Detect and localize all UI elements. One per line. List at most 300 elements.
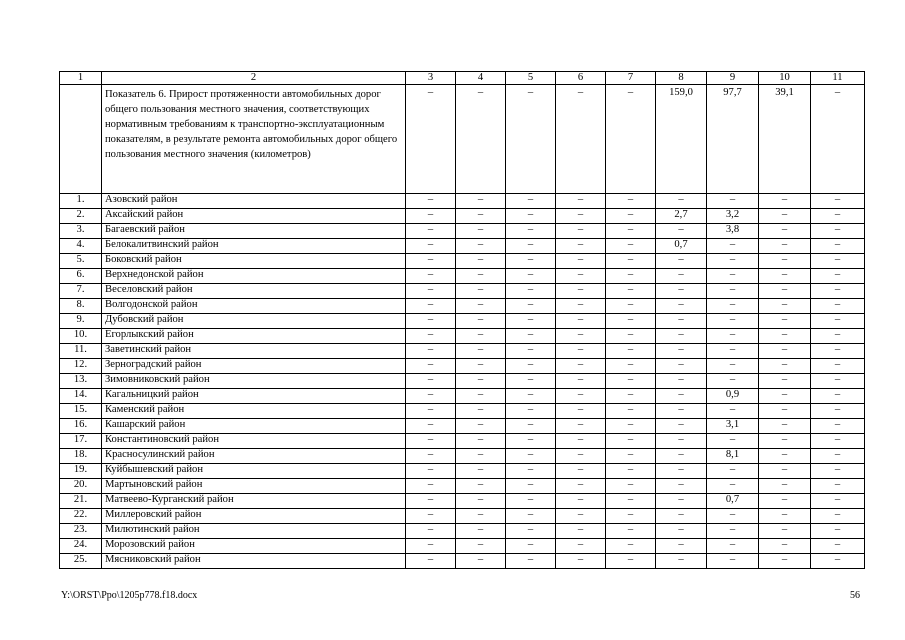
value-cell: – bbox=[506, 449, 556, 464]
value-cell: – bbox=[556, 449, 606, 464]
value-cell: – bbox=[656, 449, 707, 464]
value-cell: – bbox=[406, 269, 456, 284]
row-number: 14. bbox=[60, 389, 102, 404]
district-name: Белокалитвинский район bbox=[102, 239, 406, 254]
value-cell: – bbox=[406, 329, 456, 344]
value-cell: 3,8 bbox=[707, 224, 759, 239]
value-cell: – bbox=[811, 479, 865, 494]
value-cell: – bbox=[456, 209, 506, 224]
value-cell: – bbox=[759, 434, 811, 449]
value-cell: – bbox=[656, 314, 707, 329]
value-cell: – bbox=[811, 239, 865, 254]
value-cell: – bbox=[656, 329, 707, 344]
row-number: 4. bbox=[60, 239, 102, 254]
value-cell: – bbox=[406, 359, 456, 374]
value-cell: – bbox=[406, 404, 456, 419]
value-cell: – bbox=[707, 404, 759, 419]
value-cell: – bbox=[811, 329, 865, 344]
district-name: Заветинский район bbox=[102, 344, 406, 359]
value-cell: – bbox=[506, 539, 556, 554]
table-row bbox=[60, 344, 865, 359]
value-cell: – bbox=[656, 374, 707, 389]
district-name: Аксайский район bbox=[102, 209, 406, 224]
value-cell: – bbox=[811, 554, 865, 569]
value-cell: – bbox=[556, 494, 606, 509]
row-number: 1. bbox=[60, 194, 102, 209]
table-row bbox=[60, 419, 865, 434]
value-cell: – bbox=[656, 254, 707, 269]
value-cell: – bbox=[759, 509, 811, 524]
table-row bbox=[60, 389, 865, 404]
table-row bbox=[60, 404, 865, 419]
value-cell: – bbox=[506, 269, 556, 284]
table-row bbox=[60, 494, 865, 509]
indicator-row bbox=[60, 85, 865, 194]
value-cell: – bbox=[707, 539, 759, 554]
header-cell: 3 bbox=[406, 72, 456, 85]
value-cell: – bbox=[456, 359, 506, 374]
value-cell: – bbox=[606, 329, 656, 344]
value-cell: – bbox=[606, 554, 656, 569]
value-cell: – bbox=[406, 374, 456, 389]
indicator-value: – bbox=[606, 85, 656, 194]
district-name: Миллеровский район bbox=[102, 509, 406, 524]
value-cell: – bbox=[556, 524, 606, 539]
value-cell: – bbox=[456, 404, 506, 419]
value-cell: – bbox=[707, 299, 759, 314]
value-cell: – bbox=[759, 284, 811, 299]
district-name: Егорлыкский район bbox=[102, 329, 406, 344]
footer-file-path: Y:\ORST\Ppo\1205p778.f18.docx bbox=[61, 590, 198, 601]
row-number: 20. bbox=[60, 479, 102, 494]
value-cell: – bbox=[811, 419, 865, 434]
value-cell: – bbox=[656, 284, 707, 299]
value-cell: – bbox=[556, 224, 606, 239]
table-row bbox=[60, 359, 865, 374]
district-name: Мясниковский район bbox=[102, 554, 406, 569]
value-cell: – bbox=[811, 404, 865, 419]
value-cell: – bbox=[759, 269, 811, 284]
value-cell: – bbox=[656, 479, 707, 494]
header-cell: 1 bbox=[60, 72, 102, 85]
value-cell: – bbox=[707, 374, 759, 389]
value-cell: – bbox=[811, 194, 865, 209]
value-cell: 3,1 bbox=[707, 419, 759, 434]
value-cell: – bbox=[759, 209, 811, 224]
value-cell: – bbox=[406, 254, 456, 269]
value-cell: – bbox=[759, 194, 811, 209]
value-cell: – bbox=[456, 434, 506, 449]
value-cell: – bbox=[406, 509, 456, 524]
table-row bbox=[60, 449, 865, 464]
table-row bbox=[60, 254, 865, 269]
footer-page-number: 56 bbox=[850, 590, 860, 601]
table-body bbox=[60, 72, 865, 569]
indicator-value: – bbox=[456, 85, 506, 194]
district-name: Волгодонской район bbox=[102, 299, 406, 314]
value-cell: – bbox=[506, 194, 556, 209]
value-cell: – bbox=[556, 209, 606, 224]
value-cell: – bbox=[556, 479, 606, 494]
value-cell: – bbox=[656, 269, 707, 284]
indicator-value: – bbox=[506, 85, 556, 194]
value-cell: – bbox=[759, 359, 811, 374]
value-cell: – bbox=[656, 509, 707, 524]
value-cell: – bbox=[759, 449, 811, 464]
value-cell: 8,1 bbox=[707, 449, 759, 464]
value-cell: – bbox=[606, 254, 656, 269]
table-row bbox=[60, 284, 865, 299]
value-cell: – bbox=[456, 269, 506, 284]
value-cell: – bbox=[656, 389, 707, 404]
table-row bbox=[60, 434, 865, 449]
value-cell: – bbox=[506, 374, 556, 389]
table-row bbox=[60, 194, 865, 209]
value-cell: – bbox=[506, 419, 556, 434]
district-name: Кашарский район bbox=[102, 419, 406, 434]
district-name: Милютинский район bbox=[102, 524, 406, 539]
row-number: 24. bbox=[60, 539, 102, 554]
district-name: Красносулинский район bbox=[102, 449, 406, 464]
value-cell: – bbox=[406, 539, 456, 554]
value-cell: – bbox=[556, 539, 606, 554]
value-cell: – bbox=[606, 374, 656, 389]
value-cell: – bbox=[406, 479, 456, 494]
table-row bbox=[60, 314, 865, 329]
value-cell: – bbox=[456, 344, 506, 359]
value-cell: – bbox=[506, 284, 556, 299]
value-cell: – bbox=[707, 554, 759, 569]
value-cell: – bbox=[556, 329, 606, 344]
value-cell: – bbox=[556, 269, 606, 284]
value-cell: – bbox=[456, 524, 506, 539]
value-cell: – bbox=[456, 284, 506, 299]
table-row bbox=[60, 374, 865, 389]
header-cell: 9 bbox=[707, 72, 759, 85]
value-cell: – bbox=[707, 479, 759, 494]
value-cell: – bbox=[707, 269, 759, 284]
value-cell: – bbox=[811, 524, 865, 539]
value-cell: – bbox=[606, 434, 656, 449]
value-cell: – bbox=[506, 494, 556, 509]
value-cell: – bbox=[606, 479, 656, 494]
value-cell: – bbox=[406, 314, 456, 329]
header-cell: 2 bbox=[102, 72, 406, 85]
value-cell: – bbox=[759, 239, 811, 254]
value-cell: – bbox=[606, 389, 656, 404]
table-row bbox=[60, 524, 865, 539]
value-cell: – bbox=[606, 524, 656, 539]
value-cell: – bbox=[456, 239, 506, 254]
table-row bbox=[60, 509, 865, 524]
district-name: Верхнедонской район bbox=[102, 269, 406, 284]
value-cell: – bbox=[456, 299, 506, 314]
value-cell: – bbox=[606, 539, 656, 554]
row-number: 11. bbox=[60, 344, 102, 359]
value-cell: – bbox=[506, 554, 556, 569]
table-row bbox=[60, 554, 865, 569]
value-cell: – bbox=[556, 239, 606, 254]
row-number: 22. bbox=[60, 509, 102, 524]
row-number: 21. bbox=[60, 494, 102, 509]
indicator-description: Показатель 6. Прирост протяженности автомобильных дорог общего пользования местного значения, соответствующих нормативным требованиям к транспортно-эксплуатационным показателям, в результате ремонта автомобильных дорог общего пользования местного значения (километров) bbox=[102, 85, 406, 194]
value-cell: – bbox=[556, 464, 606, 479]
data-table bbox=[59, 71, 865, 569]
header-cell: 8 bbox=[656, 72, 707, 85]
value-cell: – bbox=[606, 494, 656, 509]
value-cell: – bbox=[656, 419, 707, 434]
value-cell: – bbox=[759, 524, 811, 539]
value-cell: – bbox=[556, 344, 606, 359]
value-cell: – bbox=[759, 374, 811, 389]
value-cell: – bbox=[811, 464, 865, 479]
value-cell: – bbox=[456, 554, 506, 569]
row-number: 18. bbox=[60, 449, 102, 464]
value-cell: – bbox=[656, 434, 707, 449]
value-cell: – bbox=[406, 419, 456, 434]
value-cell: – bbox=[406, 224, 456, 239]
value-cell: – bbox=[606, 359, 656, 374]
value-cell: – bbox=[406, 299, 456, 314]
value-cell: – bbox=[406, 464, 456, 479]
value-cell: – bbox=[811, 314, 865, 329]
indicator-value: 159,0 bbox=[656, 85, 707, 194]
value-cell: – bbox=[456, 464, 506, 479]
header-row bbox=[60, 72, 865, 85]
district-name: Боковский район bbox=[102, 254, 406, 269]
district-name: Веселовский район bbox=[102, 284, 406, 299]
value-cell: – bbox=[556, 434, 606, 449]
value-cell: – bbox=[506, 209, 556, 224]
value-cell: – bbox=[606, 209, 656, 224]
value-cell: – bbox=[406, 389, 456, 404]
value-cell: – bbox=[456, 314, 506, 329]
table-row bbox=[60, 539, 865, 554]
value-cell: – bbox=[456, 479, 506, 494]
value-cell: – bbox=[707, 524, 759, 539]
table-row bbox=[60, 479, 865, 494]
table-row bbox=[60, 224, 865, 239]
header-cell: 6 bbox=[556, 72, 606, 85]
value-cell: – bbox=[656, 299, 707, 314]
indicator-num-cell bbox=[60, 85, 102, 194]
value-cell: – bbox=[606, 269, 656, 284]
value-cell: – bbox=[759, 344, 811, 359]
row-number: 6. bbox=[60, 269, 102, 284]
value-cell: – bbox=[506, 404, 556, 419]
table-row bbox=[60, 464, 865, 479]
value-cell: – bbox=[606, 224, 656, 239]
district-name: Зерноградский район bbox=[102, 359, 406, 374]
value-cell: – bbox=[556, 194, 606, 209]
value-cell: – bbox=[759, 554, 811, 569]
indicator-value: 97,7 bbox=[707, 85, 759, 194]
value-cell: – bbox=[707, 344, 759, 359]
value-cell: – bbox=[456, 194, 506, 209]
table-row bbox=[60, 299, 865, 314]
value-cell: 0,9 bbox=[707, 389, 759, 404]
value-cell: – bbox=[759, 254, 811, 269]
value-cell: – bbox=[606, 299, 656, 314]
row-number: 7. bbox=[60, 284, 102, 299]
value-cell: – bbox=[759, 329, 811, 344]
row-number: 2. bbox=[60, 209, 102, 224]
value-cell: – bbox=[811, 209, 865, 224]
value-cell: – bbox=[406, 449, 456, 464]
value-cell: – bbox=[506, 239, 556, 254]
value-cell: – bbox=[506, 299, 556, 314]
value-cell: – bbox=[759, 539, 811, 554]
value-cell: – bbox=[606, 449, 656, 464]
value-cell: – bbox=[759, 314, 811, 329]
value-cell: 0,7 bbox=[656, 239, 707, 254]
row-number: 5. bbox=[60, 254, 102, 269]
value-cell: – bbox=[406, 194, 456, 209]
value-cell: – bbox=[656, 224, 707, 239]
row-number: 19. bbox=[60, 464, 102, 479]
district-name: Куйбышевский район bbox=[102, 464, 406, 479]
value-cell: – bbox=[606, 239, 656, 254]
row-number: 16. bbox=[60, 419, 102, 434]
value-cell: – bbox=[759, 464, 811, 479]
value-cell: – bbox=[456, 509, 506, 524]
value-cell: – bbox=[811, 224, 865, 239]
value-cell: – bbox=[656, 539, 707, 554]
district-name: Морозовский район bbox=[102, 539, 406, 554]
indicator-value: – bbox=[556, 85, 606, 194]
value-cell: – bbox=[707, 314, 759, 329]
value-cell: – bbox=[506, 359, 556, 374]
header-cell: 5 bbox=[506, 72, 556, 85]
value-cell: – bbox=[707, 239, 759, 254]
header-cell: 4 bbox=[456, 72, 506, 85]
value-cell: – bbox=[606, 509, 656, 524]
value-cell: – bbox=[556, 359, 606, 374]
value-cell: – bbox=[556, 419, 606, 434]
value-cell: – bbox=[506, 434, 556, 449]
header-cell: 10 bbox=[759, 72, 811, 85]
value-cell: – bbox=[707, 254, 759, 269]
value-cell: – bbox=[406, 209, 456, 224]
value-cell: – bbox=[556, 509, 606, 524]
value-cell: – bbox=[759, 479, 811, 494]
value-cell: – bbox=[707, 464, 759, 479]
value-cell: 0,7 bbox=[707, 494, 759, 509]
value-cell: – bbox=[759, 404, 811, 419]
value-cell: – bbox=[707, 329, 759, 344]
value-cell: – bbox=[656, 524, 707, 539]
value-cell: – bbox=[811, 449, 865, 464]
value-cell: – bbox=[406, 284, 456, 299]
value-cell: – bbox=[606, 284, 656, 299]
value-cell: – bbox=[656, 404, 707, 419]
value-cell: – bbox=[811, 344, 865, 359]
value-cell: – bbox=[811, 284, 865, 299]
value-cell: – bbox=[656, 554, 707, 569]
value-cell: 3,2 bbox=[707, 209, 759, 224]
value-cell: – bbox=[556, 404, 606, 419]
value-cell: – bbox=[811, 254, 865, 269]
value-cell: – bbox=[707, 434, 759, 449]
value-cell: – bbox=[556, 284, 606, 299]
district-name: Каменский район bbox=[102, 404, 406, 419]
row-number: 8. bbox=[60, 299, 102, 314]
value-cell: – bbox=[506, 344, 556, 359]
value-cell: – bbox=[759, 299, 811, 314]
value-cell: – bbox=[606, 464, 656, 479]
value-cell: – bbox=[811, 539, 865, 554]
value-cell: – bbox=[506, 224, 556, 239]
district-name: Азовский район bbox=[102, 194, 406, 209]
value-cell: – bbox=[456, 494, 506, 509]
value-cell: – bbox=[406, 344, 456, 359]
value-cell: – bbox=[656, 464, 707, 479]
district-name: Багаевский район bbox=[102, 224, 406, 239]
district-name: Мартыновский район bbox=[102, 479, 406, 494]
value-cell: – bbox=[811, 494, 865, 509]
row-number: 25. bbox=[60, 554, 102, 569]
table-row bbox=[60, 269, 865, 284]
value-cell: – bbox=[606, 314, 656, 329]
header-cell: 7 bbox=[606, 72, 656, 85]
value-cell: – bbox=[456, 539, 506, 554]
value-cell: – bbox=[556, 389, 606, 404]
table-row bbox=[60, 329, 865, 344]
row-number: 10. bbox=[60, 329, 102, 344]
value-cell: – bbox=[656, 494, 707, 509]
row-number: 17. bbox=[60, 434, 102, 449]
value-cell: – bbox=[606, 404, 656, 419]
value-cell: – bbox=[811, 269, 865, 284]
value-cell: – bbox=[506, 464, 556, 479]
table-row bbox=[60, 239, 865, 254]
value-cell: – bbox=[811, 299, 865, 314]
value-cell: – bbox=[759, 419, 811, 434]
row-number: 13. bbox=[60, 374, 102, 389]
value-cell: – bbox=[406, 494, 456, 509]
value-cell: – bbox=[606, 344, 656, 359]
row-number: 15. bbox=[60, 404, 102, 419]
value-cell: – bbox=[506, 254, 556, 269]
value-cell: – bbox=[656, 359, 707, 374]
district-name: Матвеево-Курганский район bbox=[102, 494, 406, 509]
value-cell: – bbox=[506, 329, 556, 344]
value-cell: – bbox=[456, 449, 506, 464]
indicator-value: – bbox=[406, 85, 456, 194]
value-cell: 2,7 bbox=[656, 209, 707, 224]
district-name: Дубовский район bbox=[102, 314, 406, 329]
value-cell: – bbox=[606, 194, 656, 209]
row-number: 3. bbox=[60, 224, 102, 239]
row-number: 23. bbox=[60, 524, 102, 539]
value-cell: – bbox=[506, 389, 556, 404]
district-name: Константиновский район bbox=[102, 434, 406, 449]
value-cell: – bbox=[406, 524, 456, 539]
value-cell: – bbox=[506, 509, 556, 524]
value-cell: – bbox=[707, 359, 759, 374]
row-number: 12. bbox=[60, 359, 102, 374]
value-cell: – bbox=[811, 434, 865, 449]
value-cell: – bbox=[406, 434, 456, 449]
value-cell: – bbox=[406, 239, 456, 254]
value-cell: – bbox=[556, 554, 606, 569]
value-cell: – bbox=[456, 419, 506, 434]
value-cell: – bbox=[656, 194, 707, 209]
row-number: 9. bbox=[60, 314, 102, 329]
value-cell: – bbox=[556, 314, 606, 329]
value-cell: – bbox=[506, 479, 556, 494]
indicator-value: – bbox=[811, 85, 865, 194]
